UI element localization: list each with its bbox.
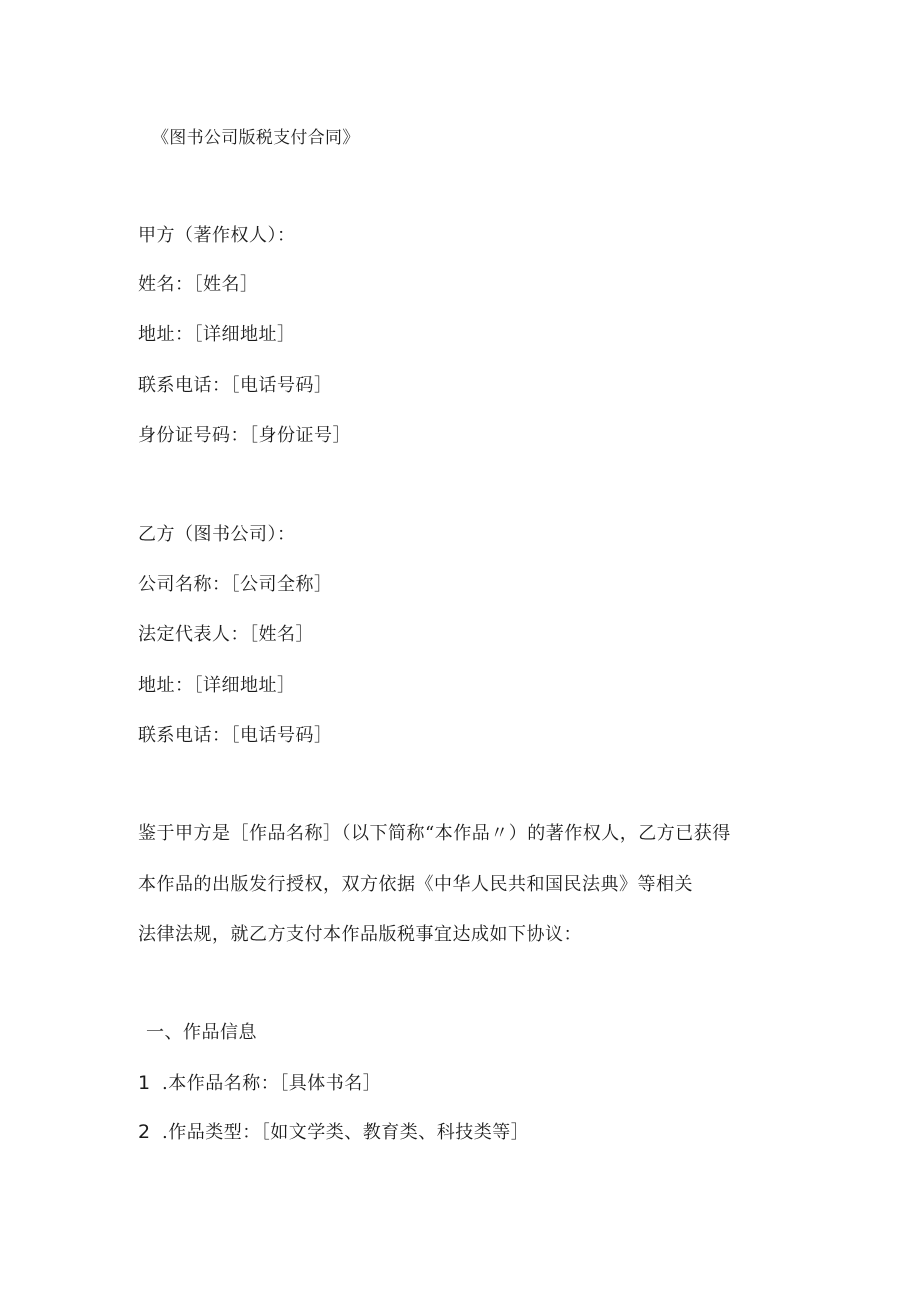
preamble-line: 本作品的出版发行授权，双方依据《中华人民共和国民法典》等相关: [138, 874, 693, 895]
party-a-phone-line: 联系电话：［电话号码］: [138, 375, 333, 396]
party-b-heading: 乙方（图书公司）：: [138, 524, 296, 545]
item-number: 1: [138, 1072, 151, 1094]
item-text: .作品类型：［如文学类、教育类、科技类等］: [162, 1122, 530, 1143]
party-a-address-line: 地址：［详细地址］: [138, 324, 296, 345]
section-1-item: [138, 1071, 381, 1096]
item-text: .本作品名称：［具体书名］: [162, 1073, 382, 1094]
party-b-company-line: 公司名称：［公司全称］: [138, 574, 333, 595]
item-number: 2: [138, 1121, 151, 1143]
party-b-address-line: 地址：［详细地址］: [138, 675, 296, 696]
party-b-phone-line: 联系电话：［电话号码］: [138, 725, 333, 746]
section-1-item: [138, 1120, 529, 1145]
preamble-line: 法律法规，就乙方支付本作品版税事宜达成如下协议：: [138, 924, 582, 945]
section-1-heading: 一、作品信息: [146, 1022, 257, 1043]
document-title: 《图书公司版税支付合同》: [152, 128, 360, 148]
preamble-line: 鉴于甲方是［作品名称］（以下简称“本作品〃）的著作权人，乙方已获得: [138, 823, 731, 844]
party-b-representative-line: 法定代表人：［姓名］: [138, 624, 314, 645]
party-a-name-line: 姓名：［姓名］: [138, 274, 259, 295]
party-a-id-line: 身份证号码：［身份证号］: [138, 425, 351, 446]
party-a-heading: 甲方（著作权人）：: [138, 225, 296, 246]
